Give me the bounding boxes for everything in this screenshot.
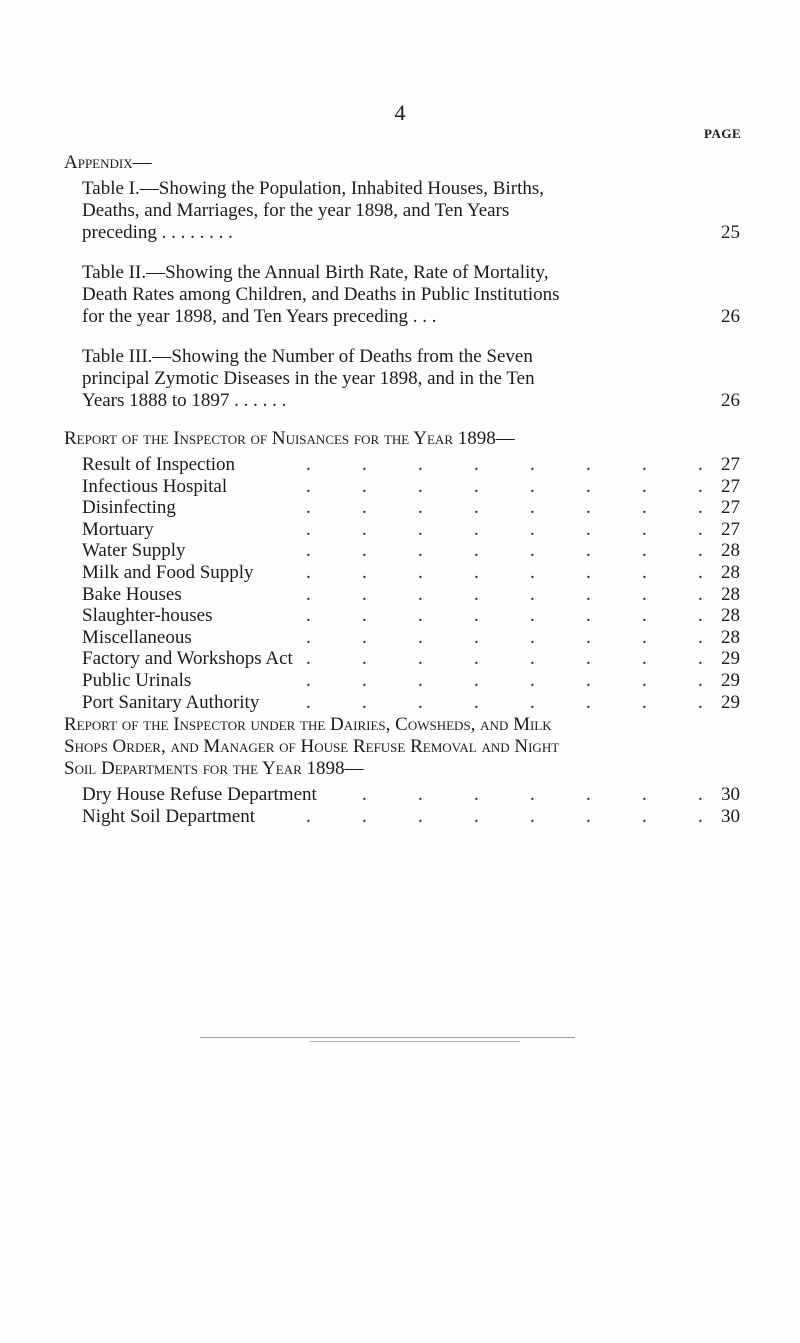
nuisances-row[interactable]: . . . . . . . . Port Sanitary Authority 29 [82,691,740,713]
page-column-label: PAGE [704,126,742,141]
nuisances-row[interactable]: . . . . . . . . Slaughter-houses 28 [82,605,740,627]
divider-line [200,1037,575,1038]
page-number: 4 [394,100,406,125]
nuisances-label: Disinfecting [82,497,176,519]
nuisances-label: Slaughter-houses [82,605,213,627]
table-3-entry[interactable] [82,346,710,412]
dairies-heading-line-1: Report of the Inspector under the Dairies, Cowsheds, and Milk [64,714,552,735]
nuisances-row[interactable]: . . . . . . . . Infectious Hospital 27 [82,475,740,497]
nuisances-row[interactable]: . . . . . . . . Milk and Food Supply 28 [82,562,740,583]
table-1-line-2: Deaths, and Marriages, for the year 1898, and Ten Years [82,200,510,221]
table-3-line-1: Table III.—Showing the Number of Deaths from the Seven [82,346,533,367]
dairies-heading [64,714,744,780]
nuisances-label: Water Supply [82,540,186,562]
nuisances-page: 27 [721,454,740,475]
table-2-entry[interactable] [82,262,710,328]
nuisances-label: Factory and Workshops Act [82,648,293,670]
table-1-line-1: Table I.—Showing the Population, Inhabited Houses, Births, [82,178,545,199]
table-3-line-3: Years 1888 to 1897 . . . . . . [82,390,287,411]
table-2-page: 26 [721,306,740,327]
nuisances-page: 28 [721,626,740,648]
nuisances-page: 28 [721,540,740,562]
dairies-page: 30 [721,784,740,805]
nuisances-row[interactable]: . . . . . . . . Public Urinals 29 [82,670,740,691]
nuisances-row[interactable]: . . . . . . . . Result of Inspection 27 [82,454,740,475]
nuisances-label: Miscellaneous [82,626,192,648]
dairies-label: Night Soil Department [82,805,256,827]
table-2-line-3: for the year 1898, and Ten Years preceding . . . [82,306,437,327]
nuisances-row[interactable]: . . . . . . . . Miscellaneous 28 [82,626,740,648]
nuisances-row[interactable]: . . . . . . . . Factory and Workshops Act 29 [82,648,740,670]
nuisances-page: 27 [721,475,740,497]
dairies-page: 30 [721,805,740,827]
table-3-line-2: principal Zymotic Diseases in the year 1898, and in the Ten [82,368,535,389]
nuisances-page: 28 [721,562,740,583]
appendix-heading: Appendix— [64,152,152,173]
table-1-line-3: preceding . . . . . . . . [82,222,233,243]
nuisances-page: 27 [721,518,740,540]
nuisances-label: Port Sanitary Authority [82,691,260,713]
nuisances-page: 27 [721,497,740,519]
nuisances-label: Mortuary [82,518,154,540]
nuisances-row[interactable]: . . . . . . . . Water Supply 28 [82,540,740,562]
nuisances-row[interactable]: . . . . . . . . Bake Houses 28 [82,583,740,605]
nuisances-page: 28 [721,605,740,627]
nuisances-page: 29 [721,648,740,670]
nuisances-row[interactable]: . . . . . . . . Disinfecting 27 [82,497,740,519]
table-2-line-1: Table II.—Showing the Annual Birth Rate, Rate of Mortality, [82,262,549,283]
nuisances-label: Bake Houses [82,583,182,605]
dairies-heading-line-3: Soil Departments for the Year 1898— [64,758,364,779]
nuisances-page: 29 [721,691,740,713]
nuisances-heading: Report of the Inspector of Nuisances for the Year 1898— [64,428,515,449]
nuisances-label: Public Urinals [82,670,192,691]
nuisances-page: 29 [721,670,740,691]
dairies-label: Dry House Refuse Department [82,784,317,805]
dairies-row[interactable]: . . . . . . . Dry House Refuse Department 30 [82,784,740,805]
nuisances-label: Milk and Food Supply [82,562,254,583]
table-1-entry[interactable] [82,178,710,244]
nuisances-row[interactable]: . . . . . . . . Mortuary 27 [82,518,740,540]
dairies-row[interactable]: . . . . . . . . Night Soil Department 30 [82,805,740,827]
table-2-line-2: Death Rates among Children, and Deaths in Public Institutions [82,284,560,305]
nuisances-label: Infectious Hospital [82,475,228,497]
nuisances-page: 28 [721,583,740,605]
table-1-page: 25 [721,222,740,243]
nuisances-label: Result of Inspection [82,454,236,475]
dairies-heading-line-2: Shops Order, and Manager of House Refuse Removal and Night [64,736,560,757]
table-3-page: 26 [721,390,740,411]
divider-line [310,1041,520,1042]
